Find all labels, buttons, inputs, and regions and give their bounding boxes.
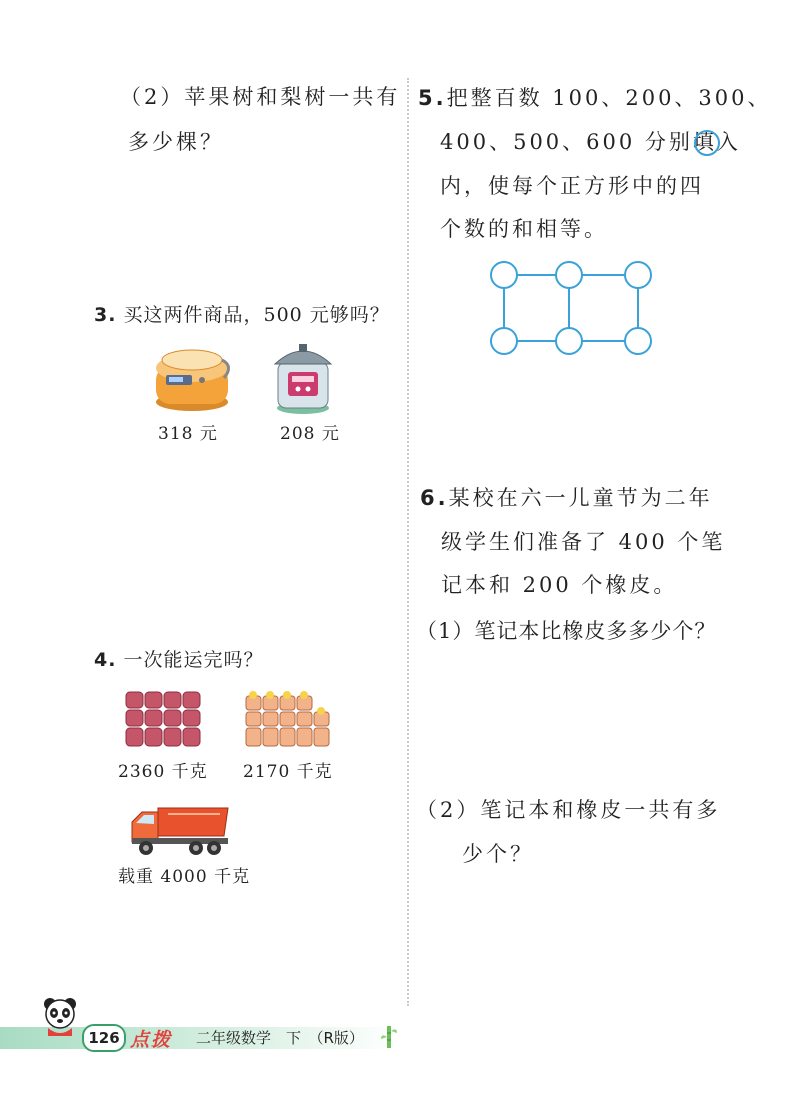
red-sacks-weight: 2360 千克	[118, 762, 208, 782]
q2-part2-line2: 多少棵？	[128, 130, 224, 154]
two-squares-diagram	[486, 258, 656, 358]
blank-circle-bottom-middle	[556, 328, 582, 354]
q4-question	[94, 645, 264, 672]
circle-blank-icon	[692, 128, 722, 158]
sack-pile-red-image	[124, 690, 204, 748]
q4-text: 一次能运完吗？	[123, 649, 264, 671]
sack-pile-yellow-image	[244, 690, 334, 748]
rice-cooker-image	[152, 342, 232, 414]
q3-question	[94, 300, 390, 327]
q2-part2-line1: （2）苹果树和梨树一共有	[120, 85, 401, 109]
column-divider	[407, 78, 409, 1006]
q5-number: 5.	[418, 86, 447, 110]
truck-capacity: 载重 4000 千克	[118, 867, 251, 887]
pressure-cooker-image	[272, 342, 334, 416]
blank-circle-bottom-left	[491, 328, 517, 354]
blank-circle-top-middle	[556, 262, 582, 288]
q6-line3: 记本和 200 个橡皮。	[441, 573, 678, 597]
q5-line1-text: 把整百数 100、200、300、	[446, 86, 772, 110]
q6-part2-line1: （2）笔记本和橡皮一共有多	[416, 798, 721, 822]
q4-number: 4.	[94, 649, 117, 671]
brand-logo: 点拨	[130, 1029, 173, 1051]
book-title: 二年级数学 下 （R版）	[196, 1029, 364, 1047]
blank-circle-top-right	[625, 262, 651, 288]
q3-number: 3.	[94, 304, 117, 326]
q5-line2-text: 400、500、600 分别填入	[440, 130, 741, 154]
q6-part2-line2: 少个？	[462, 842, 534, 866]
q6-line1	[420, 484, 713, 512]
yellow-sacks-weight: 2170 千克	[243, 762, 333, 782]
panda-mascot-icon	[40, 996, 80, 1038]
q6-part1: （1）笔记本比橡皮多多少个？	[416, 619, 717, 643]
blank-circle-top-left	[491, 262, 517, 288]
q5-line4: 个数的和相等。	[440, 217, 608, 241]
q6-line1-text: 某校在六一儿童节为二年	[448, 486, 713, 510]
q3-text: 买这两件商品，500 元够吗？	[123, 304, 390, 326]
blank-circle-bottom-right	[625, 328, 651, 354]
q5-line3: 内，使每个正方形中的四	[440, 174, 704, 198]
page-number: 126	[82, 1024, 126, 1052]
q6-number: 6.	[420, 486, 449, 510]
dump-truck-image	[128, 802, 230, 858]
pressure-cooker-price: 208 元	[280, 424, 340, 444]
q6-line2: 级学生们准备了 400 个笔	[441, 530, 726, 554]
q5-line1	[418, 84, 772, 112]
bamboo-icon	[380, 1024, 398, 1050]
rice-cooker-price: 318 元	[158, 424, 218, 444]
